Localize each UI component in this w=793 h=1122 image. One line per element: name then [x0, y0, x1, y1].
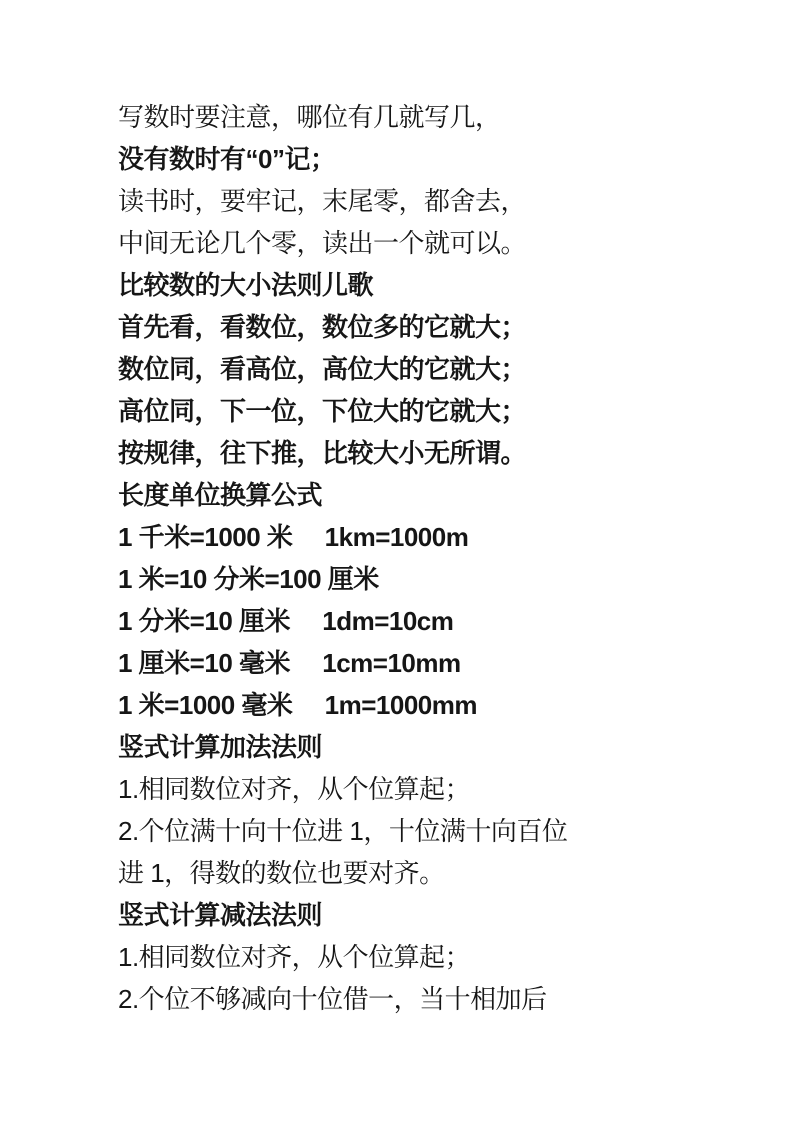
section-vertical-addition-rules: [118, 726, 753, 894]
text-line: 进 1，得数的数位也要对齐。: [118, 858, 445, 888]
text-line: 1.相同数位对齐，从个位算起；: [118, 774, 471, 804]
text-line: 高位同，下一位，下位大的它就大；: [118, 396, 527, 426]
text-line: 2.个位不够减向十位借一，当十相加后: [118, 984, 547, 1014]
text-line: 数位同，看高位，高位大的它就大；: [118, 354, 527, 384]
section-heading: 比较数的大小法则儿歌: [118, 270, 374, 300]
text-line: 中间无论几个零，读出一个就可以。: [118, 228, 527, 258]
text-line: 按规律，往下推，比较大小无所谓。: [118, 438, 527, 468]
formula-line: 1 米=10 分米=100 厘米: [118, 564, 379, 594]
text-line: 写数时要注意，哪位有几就写几，: [118, 102, 501, 132]
document-content: [118, 96, 753, 1020]
text-line: 读书时，要牢记，末尾零，都舍去，: [118, 186, 527, 216]
formula-line: 1 米=1000 毫米 1m=1000mm: [118, 690, 477, 720]
text-line: 2.个位满十向十位进 1，十位满十向百位: [118, 816, 568, 846]
section-length-unit-conversion: [118, 474, 753, 726]
section-heading: 长度单位换算公式: [118, 480, 323, 510]
formula-line: 1 分米=10 厘米 1dm=10cm: [118, 606, 454, 636]
section-number-write-read-rhyme: [118, 96, 753, 264]
text-line: 首先看，看数位，数位多的它就大；: [118, 312, 527, 342]
section-heading: 竖式计算减法法则: [118, 900, 323, 930]
formula-line: 1 千米=1000 米 1km=1000m: [118, 522, 469, 552]
text-line: 没有数时有“0”记；: [118, 144, 336, 174]
section-heading: 竖式计算加法法则: [118, 732, 323, 762]
section-compare-number-size-rhyme: [118, 264, 753, 474]
text-line: 1.相同数位对齐，从个位算起；: [118, 942, 471, 972]
formula-line: 1 厘米=10 毫米 1cm=10mm: [118, 648, 461, 678]
section-vertical-subtraction-rules: [118, 894, 753, 1020]
